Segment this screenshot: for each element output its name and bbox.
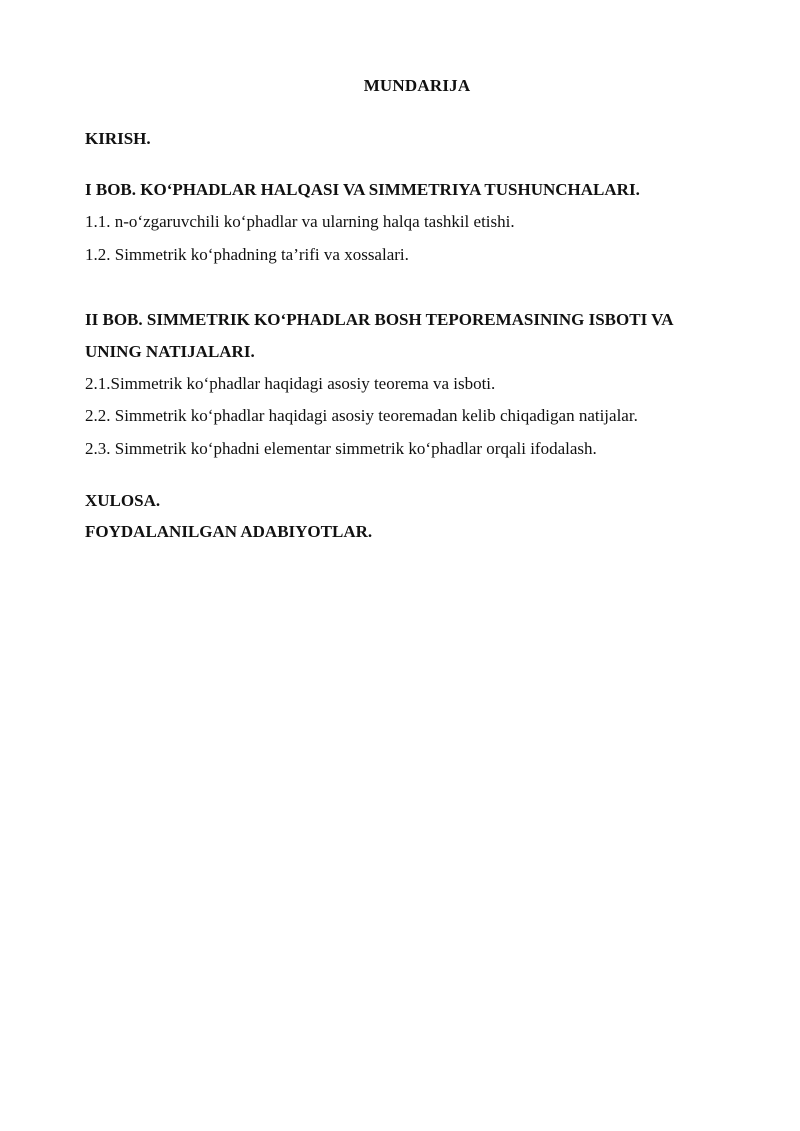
toc-chapter1-heading: I BOB. KO‘PHADLAR HALQASI VA SIMMETRIYA TUSHUNCHALARI. [85, 180, 640, 199]
toc-item-2-3: 2.3. Simmetrik ko‘phadni elementar simmetrik ko‘phadlar orqali ifodalash. [85, 439, 597, 458]
toc-intro: KIRISH. [85, 129, 151, 148]
toc-chapter2-heading-line1: II BOB. SIMMETRIK KO‘PHADLAR BOSH TEPOREMASINING ISBOTI VA [85, 310, 674, 329]
toc-chapter2-heading-line2: UNING NATIJALARI. [85, 342, 255, 361]
toc-item-2-2: 2.2. Simmetrik ko‘phadlar haqidagi asosiy teoremadan kelib chiqadigan natijalar. [85, 406, 638, 425]
toc-conclusion: XULOSA. [85, 491, 161, 510]
toc-item-1-1: 1.1. n-o‘zgaruvchili ko‘phadlar va ularning halqa tashkil etishi. [85, 212, 515, 231]
toc-references: FOYDALANILGAN ADABIYOTLAR. [85, 522, 373, 541]
toc-item-1-2: 1.2. Simmetrik ko‘phadning ta’rifi va xossalari. [85, 245, 409, 264]
toc-item-2-1: 2.1.Simmetrik ko‘phadlar haqidagi asosiy teorema va isboti. [85, 374, 496, 393]
page-title: MUNDARIJA [363, 76, 471, 95]
